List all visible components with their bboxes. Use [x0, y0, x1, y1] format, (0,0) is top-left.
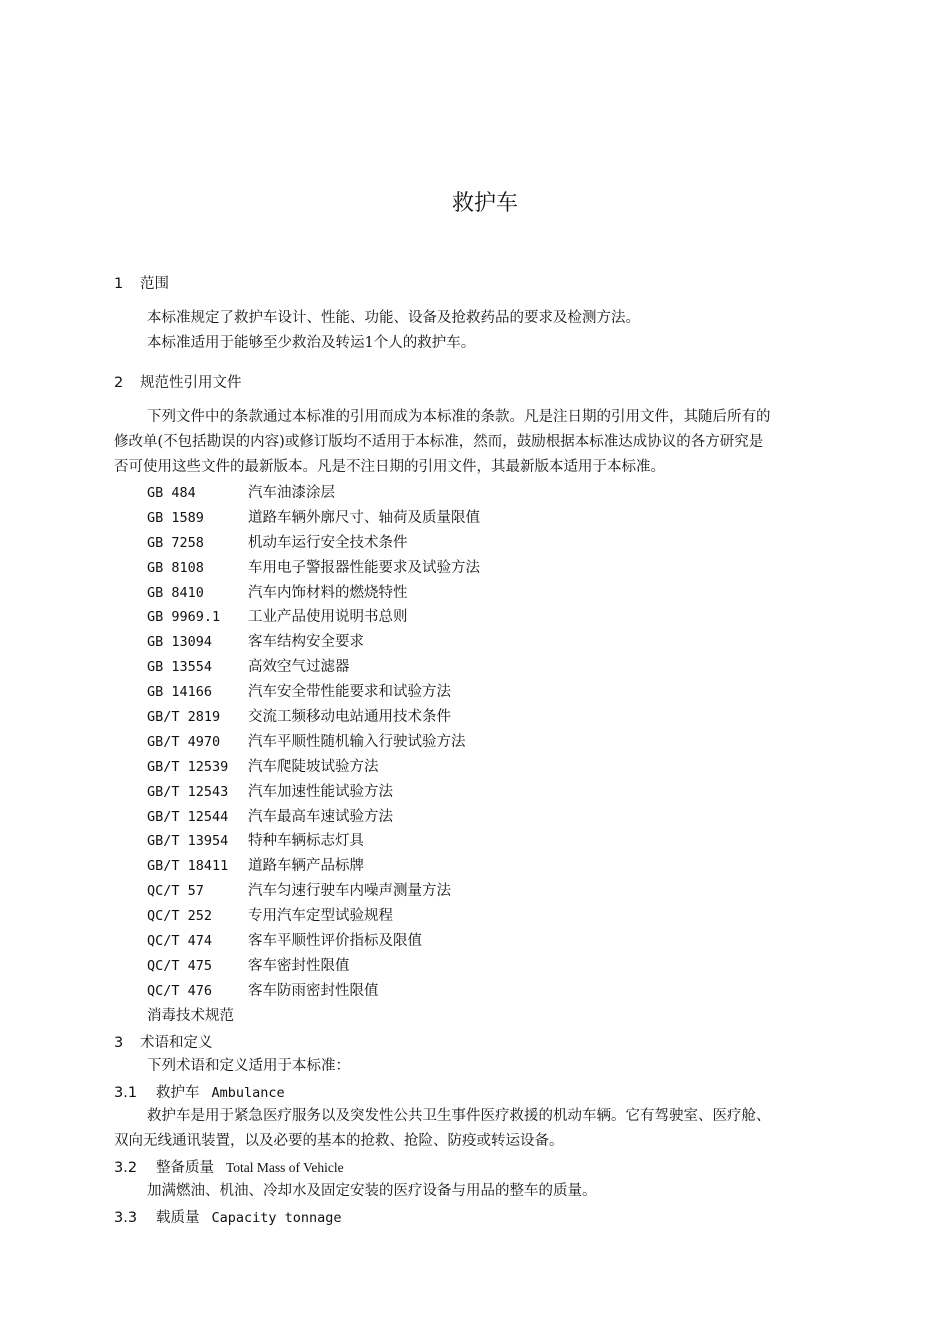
scope-paragraph-1: 本标准规定了救护车设计、性能、功能、设备及抢救药品的要求及检测方法。: [147, 310, 640, 326]
reference-code: GB 1589: [147, 509, 204, 526]
reference-title: 道路车辆产品标牌: [248, 858, 364, 875]
reference-item: [147, 804, 480, 829]
term-english: Ambulance: [211, 1085, 285, 1101]
reference-item: [147, 555, 480, 580]
reference-title: 客车结构安全要求: [248, 634, 364, 651]
reference-title: 客车防雨密封性限值: [248, 982, 379, 999]
reference-item: [147, 903, 480, 928]
section-2-heading: [114, 371, 242, 392]
section-title: 范围: [140, 276, 169, 292]
reference-code: GB 14166: [147, 684, 213, 701]
ambulance-definition-line-1: 救护车是用于紧急医疗服务以及突发性公共卫生事件医疗救援的机动车辆。它有驾驶室、医疗舱、: [147, 1108, 771, 1124]
term-3-3-heading: [114, 1206, 342, 1227]
reference-code: QC/T 476: [147, 982, 213, 999]
reference-code: GB 484: [147, 485, 196, 501]
reference-item: [147, 704, 480, 729]
term-number: 3.2: [114, 1160, 138, 1176]
reference-item: [147, 754, 480, 779]
reference-title: 特种车辆标志灯具: [248, 833, 364, 850]
reference-title: 汽车加速性能试验方法: [248, 783, 393, 800]
reference-item: [147, 679, 480, 704]
reference-item: [147, 878, 480, 903]
term-english: Total Mass of Vehicle: [226, 1160, 344, 1175]
term-number: 3.1: [114, 1085, 138, 1101]
refs-intro-line-2: 修改单(不包括勘误的内容)或修订版均不适用于本标准，然而，鼓励根据本标准达成协议的各方研究是: [114, 434, 764, 450]
section-title: 规范性引用文件: [140, 375, 242, 391]
reference-item: [147, 828, 480, 853]
reference-title: 高效空气过滤器: [248, 659, 350, 676]
reference-title: 汽车匀速行驶车内噪声测量方法: [248, 883, 451, 900]
reference-code: QC/T 474: [147, 933, 213, 950]
section-3-heading: [114, 1031, 213, 1052]
reference-item: [147, 580, 480, 605]
reference-code: GB/T 12543: [147, 783, 229, 800]
reference-title: 汽车爬陡坡试验方法: [248, 758, 379, 775]
term-title: 救护车: [156, 1085, 200, 1101]
reference-code: GB/T 12544: [147, 808, 229, 825]
section-1-heading: [114, 272, 169, 293]
reference-code: GB/T 2819: [147, 709, 221, 726]
reference-code: GB/T 12539: [147, 758, 229, 775]
reference-item: [147, 978, 480, 1003]
reference-title: 客车密封性限值: [248, 957, 350, 974]
mass-definition: 加满燃油、机油、冷却水及固定安装的医疗设备与用品的整车的质量。: [147, 1183, 597, 1199]
reference-title: 消毒技术规范: [147, 1007, 234, 1024]
reference-title: 汽车内饰材料的燃烧特性: [248, 584, 408, 601]
reference-title: 专用汽车定型试验规程: [248, 908, 393, 925]
reference-item: [147, 629, 480, 654]
reference-title: 汽车平顺性随机输入行驶试验方法: [248, 733, 466, 750]
document-title: 救护车: [451, 191, 518, 216]
reference-item: [147, 530, 480, 555]
reference-title: 汽车油漆涂层: [248, 485, 335, 501]
reference-title: 车用电子警报器性能要求及试验方法: [248, 559, 480, 576]
reference-code: GB 13554: [147, 659, 213, 676]
reference-code: GB 8410: [147, 584, 204, 601]
reference-code: QC/T 57: [147, 883, 204, 900]
reference-item: [147, 953, 480, 978]
refs-intro-line-3: 否可使用这些文件的最新版本。凡是不注日期的引用文件，其最新版本适用于本标准。: [114, 459, 665, 475]
reference-item: [147, 729, 480, 754]
reference-code: GB/T 4970: [147, 733, 221, 750]
reference-code: QC/T 475: [147, 957, 213, 974]
terms-intro: 下列术语和定义适用于本标准：: [147, 1058, 350, 1074]
term-title: 整备质量: [156, 1160, 214, 1176]
reference-item: [147, 654, 480, 679]
reference-title: 道路车辆外廓尺寸、轴荷及质量限值: [248, 509, 480, 526]
term-title: 载质量: [156, 1210, 200, 1226]
term-english: Capacity tonnage: [211, 1210, 342, 1226]
reference-title: 工业产品使用说明书总则: [248, 609, 408, 626]
term-3-1-heading: [114, 1081, 285, 1102]
section-number: 2: [114, 375, 124, 391]
ambulance-definition-line-2: 双向无线通讯装置，以及必要的基本的抢救、抢险、防疫或转运设备。: [114, 1133, 564, 1149]
reference-code: GB 7258: [147, 534, 204, 551]
reference-code: QC/T 252: [147, 908, 213, 925]
reference-item: [147, 779, 480, 804]
reference-title: 汽车安全带性能要求和试验方法: [248, 684, 451, 701]
reference-code: GB/T 18411: [147, 858, 229, 875]
term-3-2-heading: [114, 1156, 344, 1177]
scope-paragraph-2: 本标准适用于能够至少救治及转运1个人的救护车。: [147, 335, 476, 351]
reference-title: 机动车运行安全技术条件: [248, 534, 408, 551]
reference-code: GB 13094: [147, 634, 213, 651]
reference-title: 交流工频移动电站通用技术条件: [248, 709, 451, 726]
reference-item: [147, 604, 480, 629]
section-number: 1: [114, 276, 124, 292]
reference-item: [147, 853, 480, 878]
section-title: 术语和定义: [140, 1035, 213, 1051]
section-number: 3: [114, 1035, 124, 1051]
reference-title: 客车平顺性评价指标及限值: [248, 933, 422, 950]
normative-references-list: [147, 480, 480, 1028]
reference-item: [147, 505, 480, 530]
reference-code: GB 9969.1: [147, 609, 221, 626]
reference-code: GB/T 13954: [147, 833, 229, 850]
reference-item: [147, 480, 480, 505]
reference-item: [147, 1003, 480, 1028]
refs-intro-line-1: 下列文件中的条款通过本标准的引用而成为本标准的条款。凡是注日期的引用文件，其随后所有的: [147, 409, 771, 425]
reference-title: 汽车最高车速试验方法: [248, 808, 393, 825]
term-number: 3.3: [114, 1210, 138, 1226]
reference-code: GB 8108: [147, 559, 204, 576]
reference-item: [147, 928, 480, 953]
